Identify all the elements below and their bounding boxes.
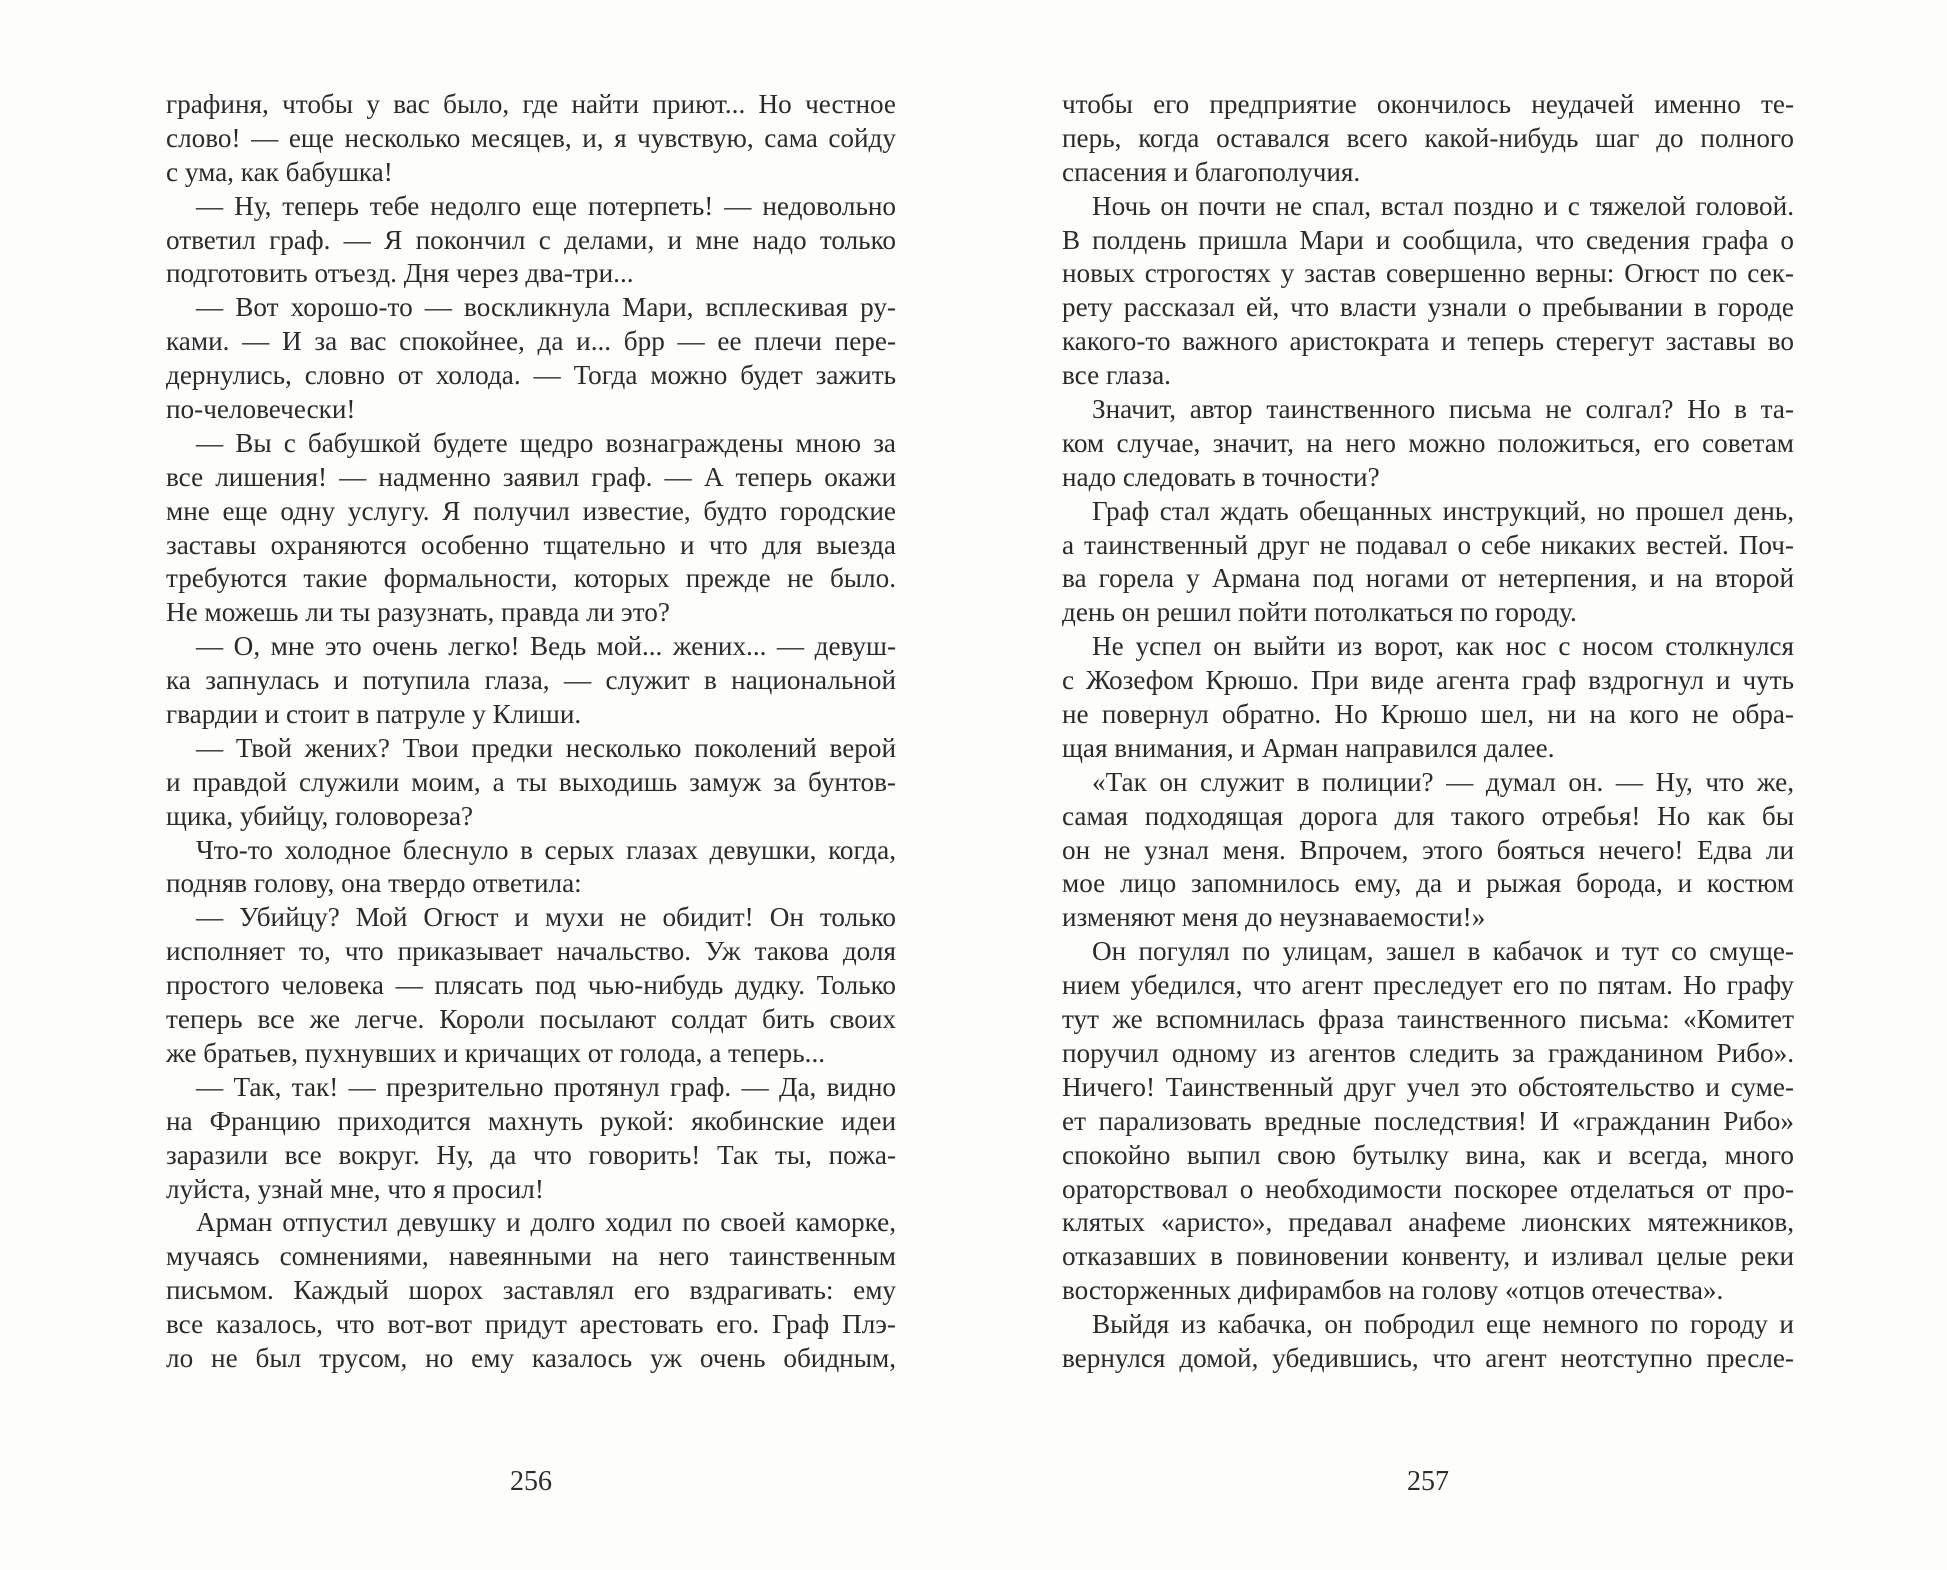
text-line: а таинственный друг не подавал о себе никаких вестей. Поч- bbox=[1062, 529, 1794, 560]
page-number: 257 bbox=[1407, 1466, 1449, 1497]
page-number: 256 bbox=[510, 1466, 552, 1497]
text-line: дернулись, словно от холода. — Тогда можно будет зажить bbox=[166, 360, 896, 391]
text-line: спокойно выпил свою бутылку вина, как и всегда, много bbox=[1062, 1139, 1794, 1170]
text-line: вернулся домой, убедившись, что агент неотступно пресле- bbox=[1062, 1342, 1794, 1373]
text-line: ет парализовать вредные последствия! И «гражданин Рибо» bbox=[1062, 1105, 1794, 1136]
text-line: гвардии и стоит в патруле у Клиши. bbox=[166, 699, 582, 730]
left-page bbox=[166, 88, 896, 1497]
text-line: изменяют меня до неузнаваемости!» bbox=[1062, 902, 1486, 933]
text-line: самая подходящая дорога для такого отребья! Но как бы bbox=[1062, 800, 1794, 831]
text-line: мучаясь сомнениями, навеянными на него таинственным bbox=[166, 1241, 896, 1272]
text-line: мое лицо запомнилось ему, да и рыжая борода, и костюм bbox=[1062, 868, 1794, 899]
text-line: ком случае, значит, на него можно положиться, его советам bbox=[1062, 427, 1794, 458]
text-line: поручил одному из агентов следить за гражданином Рибо». bbox=[1062, 1037, 1794, 1068]
text-line: слово! — еще несколько месяцев, и, я чувствую, сама сойду bbox=[166, 122, 896, 153]
text-line: Выйдя из кабачка, он побродил еще немного по городу и bbox=[1092, 1309, 1794, 1340]
text-line: и правдой служили моим, а ты выходишь замуж за бунтов- bbox=[166, 766, 896, 797]
text-line: надо следовать в точности? bbox=[1062, 461, 1380, 492]
text-line: тут же вспомнилась фраза таинственного письма: «Комитет bbox=[1062, 1004, 1794, 1035]
text-line: — Вы с бабушкой будете щедро вознаграждены мною за bbox=[196, 427, 896, 458]
text-line: все глаза. bbox=[1062, 360, 1171, 391]
text-line: он не узнал меня. Впрочем, этого бояться нечего! Едва ли bbox=[1062, 834, 1794, 865]
text-line: требуются такие формальности, которых прежде не было. bbox=[166, 563, 896, 594]
text-line: подготовить отъезд. Дня через два-три... bbox=[166, 258, 634, 289]
text-line: — Вот хорошо-то — воскликнула Мари, всплескивая ру- bbox=[196, 292, 896, 323]
text-line: ка запнулась и потупила глаза, — служит в национальной bbox=[166, 665, 896, 696]
text-line: клятых «аристо», предавал анафеме лионских мятежников, bbox=[1062, 1207, 1794, 1238]
text-line: ками. — И за вас спокойнее, да и... брр — ее плечи пере- bbox=[166, 326, 896, 357]
text-line: графиня, чтобы у вас было, где найти приют... Но честное bbox=[166, 89, 896, 119]
text-line: же братьев, пухнувших и кричащих от голода, а теперь... bbox=[166, 1037, 826, 1068]
text-line: по-человечески! bbox=[166, 394, 356, 425]
text-line: — О, мне это очень легко! Ведь мой... жених... — девуш- bbox=[196, 631, 896, 662]
text-line: отказавших в повиновении конвенту, и изливал целые реки bbox=[1062, 1241, 1794, 1272]
text-line: Что-то холодное блеснуло в серых глазах девушки, когда, bbox=[196, 834, 896, 865]
text-line: Не можешь ли ты разузнать, правда ли это? bbox=[166, 597, 670, 628]
text-line: простого человека — плясать под чью-нибудь дудку. Только bbox=[166, 970, 896, 1001]
text-line: подняв голову, она твердо ответила: bbox=[166, 868, 582, 899]
text-line: ораторствовал о необходимости поскорее отделаться от про- bbox=[1062, 1173, 1794, 1204]
text-line: теперь все же легче. Короли посылают солдат бить своих bbox=[166, 1004, 896, 1035]
text-line: В полдень пришла Мари и сообщила, что сведения графа о bbox=[1062, 224, 1794, 255]
text-line: новых строгостях у застав совершенно верны: Огюст по сек- bbox=[1062, 258, 1794, 289]
text-line: луйста, узнай мне, что я просил! bbox=[166, 1173, 544, 1204]
text-line: — Ну, теперь тебе недолго еще потерпеть! — недовольно bbox=[196, 190, 896, 221]
text-line: восторженных дифирамбов на голову «отцов отечества». bbox=[1062, 1275, 1724, 1306]
text-line: перь, когда оставался всего какой-нибудь шаг до полного bbox=[1062, 122, 1794, 153]
text-line: Он погулял по улицам, зашел в кабачок и тут со смуще- bbox=[1092, 936, 1794, 967]
text-line: щика, убийцу, головореза? bbox=[166, 800, 474, 831]
text-line: Не успел он выйти из ворот, как нос с носом столкнулся bbox=[1092, 631, 1794, 662]
text-line: исполняет то, что приказывает начальство. Уж такова доля bbox=[166, 936, 896, 967]
text-line: чтобы его предприятие окончилось неудачей именно те- bbox=[1062, 89, 1794, 119]
text-line: день он решил пойти потолкаться по городу. bbox=[1062, 597, 1577, 628]
text-line: какого-то важного аристократа и теперь стерегут заставы во bbox=[1062, 326, 1794, 357]
text-line: заразили все вокруг. Ну, да что говорить! Так ты, пожа- bbox=[166, 1139, 896, 1170]
text-line: Значит, автор таинственного письма не солгал? Но в та- bbox=[1092, 394, 1794, 425]
text-line: — Убийцу? Мой Огюст и мухи не обидит! Он только bbox=[196, 902, 896, 933]
text-line: Ночь он почти не спал, встал поздно и с тяжелой головой. bbox=[1092, 190, 1794, 221]
text-line: ответил граф. — Я покончил с делами, и мне надо только bbox=[166, 224, 896, 255]
text-line: Ничего! Таинственный друг учел это обстоятельство и суме- bbox=[1062, 1071, 1794, 1102]
text-line: ва горела у Армана под ногами от нетерпения, и на второй bbox=[1062, 563, 1794, 594]
text-line: нием убедился, что агент преследует его по пятам. Но графу bbox=[1062, 970, 1794, 1001]
text-line: рету рассказал ей, что власти узнали о пребывании в городе bbox=[1062, 292, 1794, 323]
text-line: на Францию приходится махнуть рукой: якобинские идеи bbox=[166, 1105, 896, 1136]
text-line: — Так, так! — презрительно протянул граф. — Да, видно bbox=[196, 1071, 896, 1102]
text-line: Граф стал ждать обещанных инструкций, но прошел день, bbox=[1092, 495, 1794, 526]
text-line: не повернул обратно. Но Крюшо шел, ни на кого не обра- bbox=[1062, 699, 1794, 730]
text-line: Арман отпустил девушку и долго ходил по своей каморке, bbox=[196, 1207, 896, 1238]
text-line: с ума, как бабушка! bbox=[166, 156, 393, 187]
text-line: мне еще одну услугу. Я получил известие, будто городские bbox=[166, 495, 896, 526]
right-page bbox=[1062, 88, 1794, 1497]
text-line: щая внимания, и Арман направился далее. bbox=[1062, 732, 1555, 763]
text-line: письмом. Каждый шорох заставлял его вздрагивать: ему bbox=[166, 1275, 896, 1306]
text-line: — Твой жених? Твои предки несколько поколений верой bbox=[196, 732, 896, 763]
text-line: заставы охраняются особенно тщательно и что для выезда bbox=[166, 529, 896, 560]
text-line: «Так он служит в полиции? — думал он. — Ну, что же, bbox=[1092, 766, 1794, 797]
text-line: ло не был трусом, но ему казалось уж очень обидным, bbox=[166, 1342, 896, 1373]
text-line: с Жозефом Крюшо. При виде агента граф вздрогнул и чуть bbox=[1062, 665, 1794, 696]
text-line: все казалось, что вот-вот придут арестовать его. Граф Плэ- bbox=[166, 1309, 896, 1340]
text-line: все лишения! — надменно заявил граф. — А теперь окажи bbox=[166, 461, 896, 492]
text-line: спасения и благополучия. bbox=[1062, 156, 1361, 187]
